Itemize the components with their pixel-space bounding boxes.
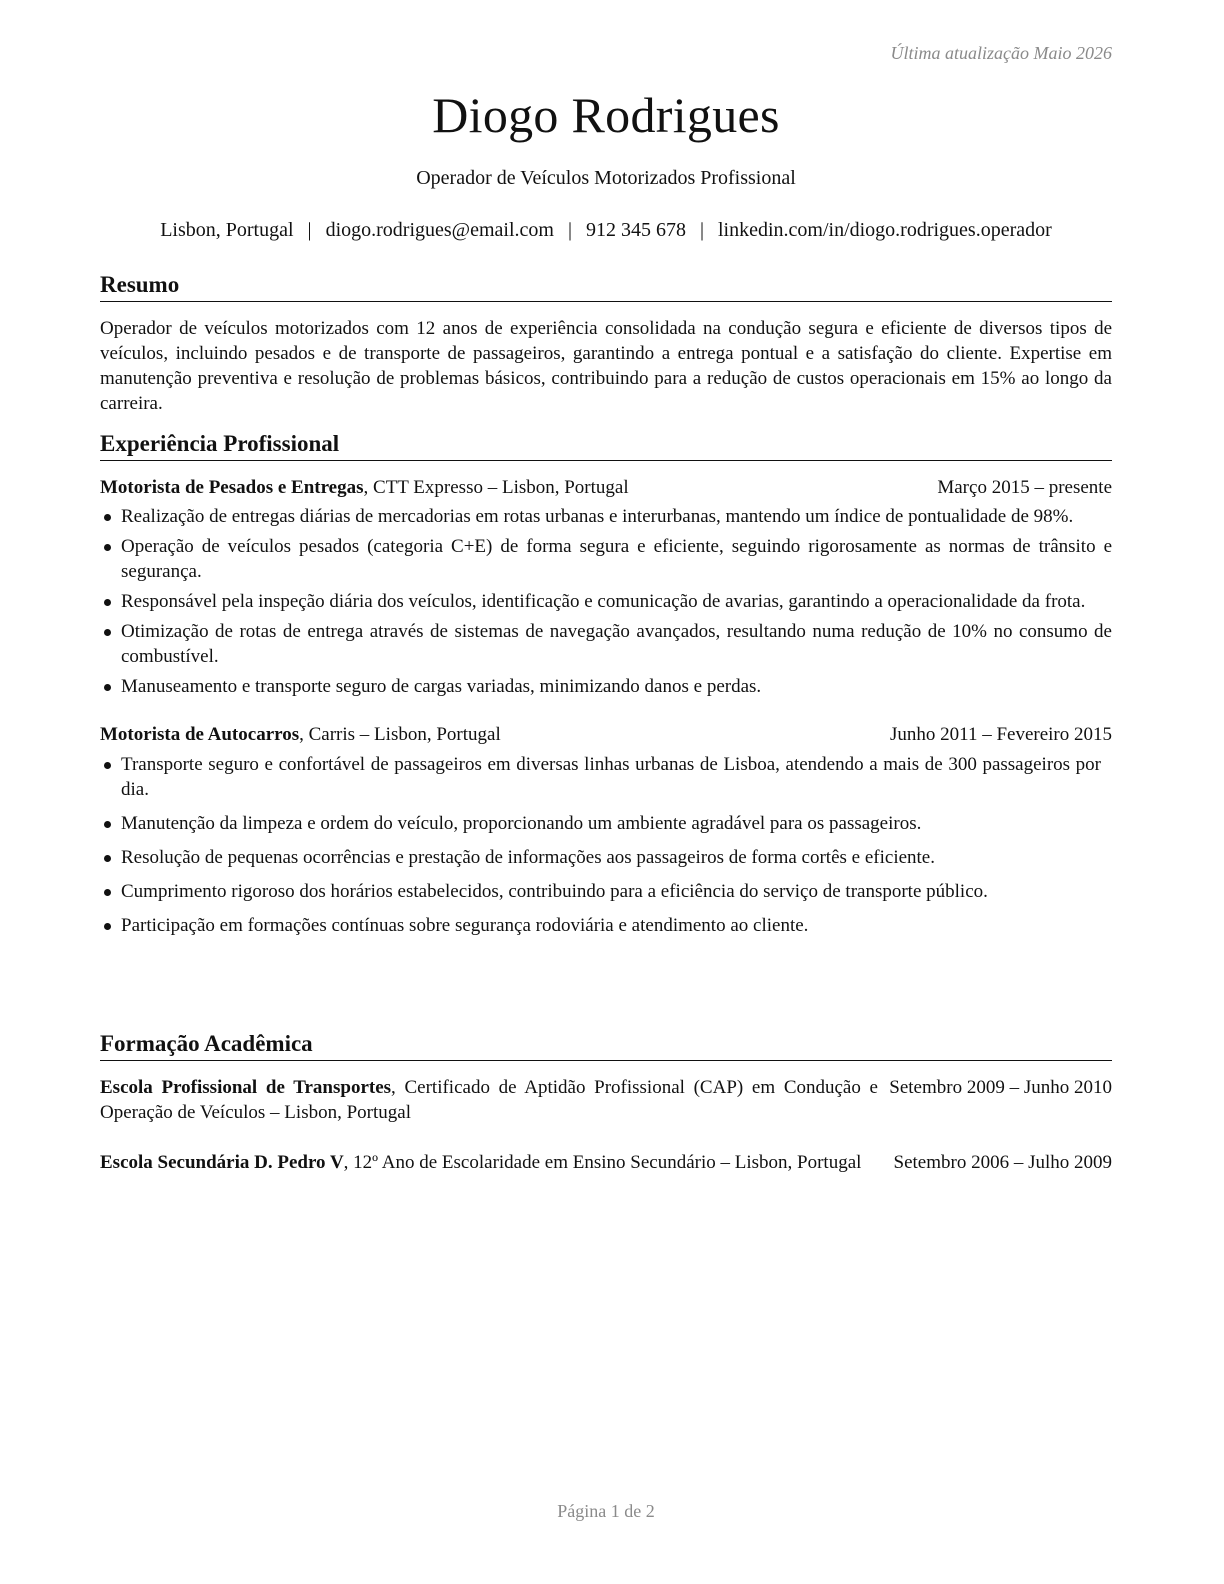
page-number: Página 1 de 2 [557,1501,655,1521]
education-entry [100,1075,1112,1125]
job-role: Motorista de Autocarros [100,724,300,745]
education-section [100,1030,1112,1175]
contact-phone: 912 345 678 [585,219,686,241]
list-item: Resolução de pequenas ocorrências e prestação de informações aos passageiros de forma cortês e eficiente. [100,845,1112,870]
education-heading: Formação Acadêmica [100,1030,1112,1061]
summary-section [100,271,1112,416]
contact-location: Lisbon, Portugal [160,219,294,241]
job-title-line [100,722,877,747]
contact-linkedin[interactable]: linkedin.com/in/diogo.rodrigues.operador [717,219,1052,241]
list-item: Operação de veículos pesados (categoria C+E) de forma segura e eficiente, seguindo rigorosamente as normas de trânsito e segurança. [100,534,1112,584]
last-updated: Última atualização Maio 2026 [890,43,1112,63]
candidate-name: Diogo Rodrigues [432,87,780,143]
list-item: Otimização de rotas de entrega através de sistemas de navegação avançados, resultando numa redução de 10% no consumo de combustível. [100,619,1112,669]
experience-section [100,430,1112,947]
job-bullets [100,752,1112,938]
job-dates: Março 2015 – presente [937,477,1112,498]
list-item: Manuseamento e transporte seguro de cargas variadas, minimizando danos e perdas. [100,674,1112,699]
education-program: , Certificado de Aptidão Profissional (CAP) em Condução e Operação de Veículos – Lisbon, Portugal [100,1077,878,1123]
education-dates: Setembro 2009 – Junho 2010 [889,1077,1112,1098]
job-header [100,475,1112,500]
list-item: Participação em formações contínuas sobre segurança rodoviária e atendimento ao cliente. [100,913,1112,938]
summary-text: Operador de veículos motorizados com 12 anos de experiência consolidada na condução segura e eficiente de diversos tipos de veículos, incluindo pesados e de transporte de passageiros, garantindo a entrega pontual e a satisfação do cliente. Expertise em manutenção preventiva e resolução de problemas básicos, contribuindo para a redução de custos operacionais em 15% ao longo da carreira. [100,318,1112,414]
contact-email[interactable]: diogo.rodrigues@email.com [325,219,554,241]
job-role: Motorista de Pesados e Entregas [100,477,364,498]
education-school: Escola Secundária D. Pedro V [100,1152,344,1173]
list-item: Responsável pela inspeção diária dos veículos, identificação e comunicação de avarias, garantindo a operacionalidade da frota. [100,589,1112,614]
job-entry [100,475,1112,699]
job-dates: Junho 2011 – Fevereiro 2015 [890,724,1112,745]
list-item: Realização de entregas diárias de mercadorias em rotas urbanas e interurbanas, mantendo um índice de pontualidade de 98%. [100,504,1112,529]
job-entry [100,722,1112,938]
job-company: , CTT Expresso – Lisbon, Portugal [363,477,629,498]
contact-separator: | [307,219,312,241]
job-company: , Carris – Lisbon, Portugal [299,724,501,745]
list-item: Cumprimento rigoroso dos horários estabelecidos, contribuindo para a eficiência do serviço de transporte público. [100,879,1112,904]
education-entry [100,1150,1112,1175]
education-program: , 12º Ano de Escolaridade em Ensino Secundário – Lisbon, Portugal [343,1152,862,1173]
contact-separator: | [699,219,704,241]
job-header [100,722,1112,747]
list-item: Transporte seguro e confortável de passageiros em diversas linhas urbanas de Lisboa, atendendo a mais de 300 passageiros por dia. [100,752,1112,802]
resume-page [100,0,1112,1584]
summary-heading: Resumo [100,271,1112,302]
education-school: Escola Profissional de Transportes [100,1077,392,1098]
job-title-line [100,475,937,500]
contact-separator: | [567,219,572,241]
candidate-subtitle: Operador de Veículos Motorizados Profissional [416,167,796,189]
job-bullets [100,504,1112,699]
education-detail [100,1075,878,1125]
contact-line [100,219,1112,242]
experience-heading: Experiência Profissional [100,430,1112,461]
list-item: Manutenção da limpeza e ordem do veículo, proporcionando um ambiente agradável para os passageiros. [100,811,1112,836]
education-dates: Setembro 2006 – Julho 2009 [893,1152,1112,1173]
education-detail [100,1150,878,1175]
